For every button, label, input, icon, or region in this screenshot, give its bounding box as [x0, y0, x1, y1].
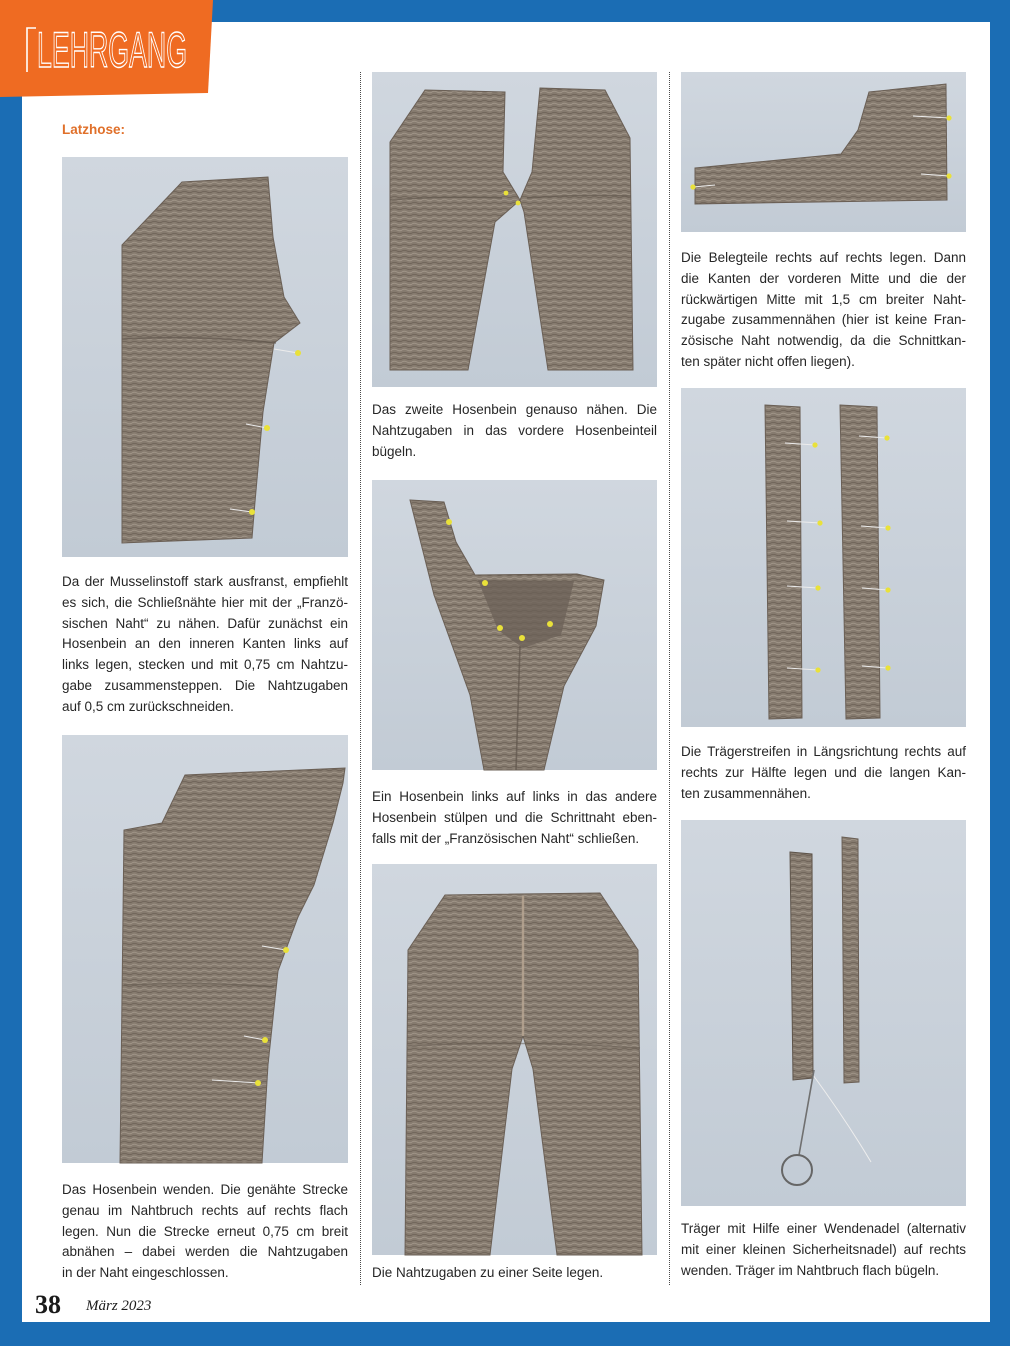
caption-line: Hosenbein stülpen und die Schrittnaht eben- — [372, 809, 657, 825]
caption-line: Da der Musselinstoff stark ausfranst, empfiehlt — [62, 574, 348, 589]
caption-line: ten zusammennähen. — [681, 785, 811, 801]
photo-pant-leg-turned — [62, 735, 348, 1163]
caption-line: Die Trägerstreifen in Längsrichtung rechts auf — [681, 744, 966, 759]
photo-background — [681, 388, 966, 727]
pin — [482, 580, 488, 586]
photo-background — [681, 820, 966, 1206]
caption-line: auf 0,5 cm zurückschneiden. — [62, 698, 234, 714]
photo-two-pant-legs — [372, 72, 657, 387]
photo-strap-strips-pinned — [681, 388, 966, 727]
caption-line: Nahtzugaben in das vordere Hosenbeinteil — [372, 422, 657, 438]
caption-line: Hosenbein an den inneren Kanten links auf — [62, 636, 348, 652]
column-separator-2 — [669, 72, 670, 1285]
caption-line: Das Hosenbein wenden. Die genähte Strecke — [62, 1182, 348, 1197]
page-number: 38 — [35, 1290, 61, 1319]
caption-line: zösische Naht notwendig, da die Schnittkan- — [681, 333, 966, 349]
fabric-strap — [842, 837, 859, 1083]
pin — [519, 635, 525, 641]
caption-line: in der Naht eingeschlossen. — [62, 1265, 229, 1281]
caption-step-3 — [372, 400, 657, 462]
caption-line: abnähen – dabei werden die Nahtzugaben — [62, 1244, 348, 1260]
photo-leg-inside-leg — [372, 480, 657, 770]
caption-line: legen. Nun die Strecke erneut 0,75 cm breit — [62, 1223, 348, 1239]
pin — [504, 191, 509, 196]
pin — [547, 621, 553, 627]
pin — [516, 201, 521, 206]
caption-line: genau im Nahtbruch rechts auf rechts flach — [62, 1202, 348, 1218]
issue-date: März 2023 — [86, 1298, 152, 1314]
photo-strap-turning-needle — [681, 820, 966, 1206]
caption-step-2 — [62, 1180, 348, 1284]
fabric-strap-turned — [790, 852, 813, 1080]
caption-line: rechts zur Hälfte legen und die langen Kan- — [681, 764, 966, 780]
caption-line: gabe zusammensteppen. Die Nahtzugaben — [62, 677, 348, 693]
frame-bottom — [0, 1322, 1010, 1346]
caption-line: mit einer kleinen Sicherheitsnadel) auf rechts — [681, 1241, 966, 1257]
caption-line: links legen, stecken und mit 0,75 cm Nahtzu- — [62, 657, 348, 673]
caption-step-5 — [372, 1263, 657, 1284]
caption-step-4 — [372, 787, 657, 849]
photo-facing-pieces — [681, 72, 966, 232]
caption-step-8 — [681, 1219, 966, 1281]
lehrgang-tag — [0, 0, 214, 98]
caption-line: zugabe zusammennähen (hier ist keine Fran- — [681, 312, 966, 328]
pin — [497, 625, 503, 631]
caption-line: sischen Naht“ zu nähen. Dafür zunächst ein — [62, 615, 348, 631]
photo-pant-leg-pinned — [62, 157, 348, 557]
caption-line: es sich, die Schließnähte hier mit der „Franzö- — [62, 594, 348, 610]
column-separator-1 — [360, 72, 361, 1285]
frame-right — [990, 0, 1010, 1346]
fabric-strap-strip — [765, 405, 802, 719]
caption-line: bügeln. — [372, 443, 417, 459]
photo-pants-assembled — [372, 864, 657, 1255]
caption-step-6 — [681, 248, 966, 373]
section-title: Latzhose: — [62, 122, 126, 137]
caption-step-7 — [681, 742, 966, 804]
caption-line: ten später nicht offen liegen). — [681, 353, 855, 369]
caption-line: wenden. Träger im Nahtbruch flach bügeln. — [681, 1262, 940, 1278]
caption-line: Träger mit Hilfe einer Wendenadel (alternativ — [681, 1221, 966, 1236]
caption-step-1 — [62, 572, 348, 718]
frame-left — [0, 0, 22, 1346]
caption-line: Die Nahtzugaben zu einer Seite legen. — [372, 1265, 604, 1280]
caption-line: Ein Hosenbein links auf links in das andere — [372, 789, 657, 804]
pin — [446, 519, 452, 525]
fabric-strap-strip — [840, 405, 880, 719]
tag-label: LEHRGANG — [37, 22, 187, 78]
caption-line: falls mit der „Französischen Naht“ schließen. — [372, 830, 640, 846]
caption-line: die Kanten der vorderen Mitte und die der — [681, 270, 966, 286]
caption-line: rückwärtigen Mitte mit 1,5 cm breiter Naht- — [681, 291, 966, 307]
caption-line: Die Belegteile rechts auf rechts legen. Dann — [681, 250, 966, 265]
caption-line: Das zweite Hosenbein genauso nähen. Die — [372, 402, 657, 417]
